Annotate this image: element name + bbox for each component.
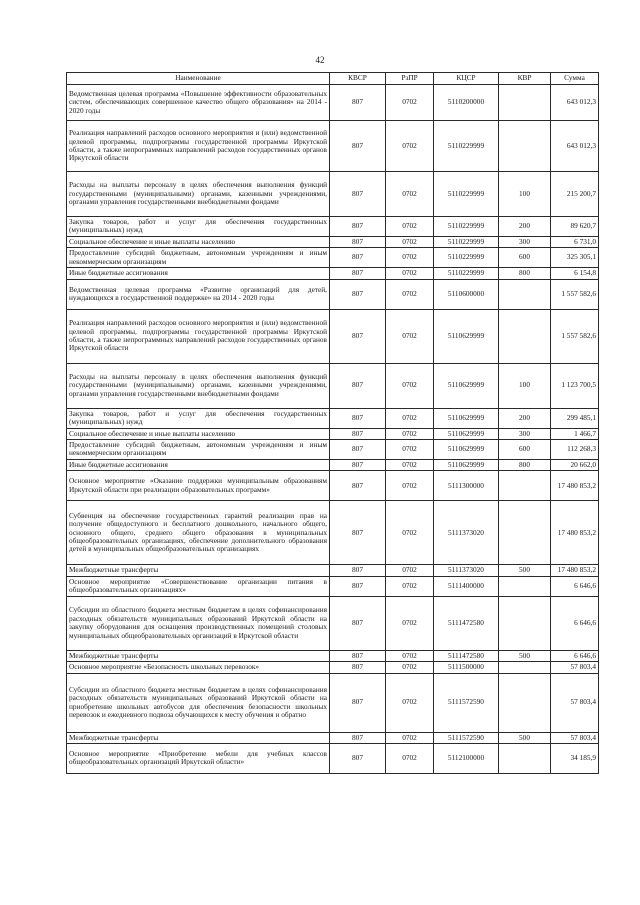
cell-rzpr: 0702 [386,501,434,565]
table-body [67,85,599,774]
cell-rzpr: 0702 [386,428,434,439]
cell-kvr: 300 [499,236,551,247]
cell-name: Основное мероприятие «Совершенствование организации питания в общеобразовательных организациях» [67,576,330,596]
cell-kvsr: 807 [330,408,386,428]
cell-kvsr: 807 [330,236,386,247]
table-row [67,471,599,501]
cell-name: Основное мероприятие «Безопасность школьных перевозок» [67,662,330,673]
cell-name: Закупка товаров, работ и услуг для обеспечения государственных (муниципальных) нужд [67,217,330,237]
cell-name: Социальное обеспечение и иные выплаты населению [67,236,330,247]
table-header [67,73,599,85]
page-number: 42 [315,55,325,65]
cell-rzpr: 0702 [386,471,434,501]
cell-kcsr: 5110229999 [434,217,499,237]
cell-name: Расходы на выплаты персоналу в целях обеспечения выполнения функций государственными (муниципальными) органами, казенными учреждениями, органами управления государственными внебюджетными фондами [67,172,330,217]
cell-name: Предоставление субсидий бюджетным, автономным учреждениям и иным некоммерческим организациям [67,439,330,459]
table-row [67,565,599,576]
header-rzpr: РзПР [386,73,434,85]
header-sum: Сумма [551,73,599,85]
cell-kvr: 500 [499,565,551,576]
cell-kcsr: 5110229999 [434,248,499,268]
cell-kcsr: 5110629999 [434,428,499,439]
cell-sum: 17 480 853,2 [551,501,599,565]
header-kcsr: КЦСР [434,73,499,85]
table-row [67,363,599,408]
cell-rzpr: 0702 [386,85,434,121]
cell-rzpr: 0702 [386,268,434,279]
table-row [67,172,599,217]
cell-name: Ведомственная целевая программа «Повышение эффективности образовательных систем, обеспечивающих совершенное качество общего образования» на 2014 - 2020 годы [67,85,330,121]
cell-sum: 325 305,1 [551,248,599,268]
cell-rzpr: 0702 [386,309,434,363]
cell-sum: 20 662,0 [551,459,599,470]
cell-kvsr: 807 [330,650,386,661]
cell-name: Основное мероприятие «Приобретение мебели для учебных классов общеобразовательных организаций Иркутской области» [67,743,330,773]
cell-kcsr: 5110229999 [434,121,499,172]
cell-sum: 1 466,7 [551,428,599,439]
table-row [67,85,599,121]
header-kvsr: КВСР [330,73,386,85]
cell-sum: 299 485,1 [551,408,599,428]
table-row [67,439,599,459]
table-row [67,662,599,673]
cell-kvsr: 807 [330,172,386,217]
table-row [67,576,599,596]
cell-kcsr: 5110229999 [434,172,499,217]
cell-kcsr: 5111300000 [434,471,499,501]
header-row [67,73,599,85]
cell-name: Межбюджетные трансферты [67,732,330,743]
cell-name: Межбюджетные трансферты [67,650,330,661]
cell-kcsr: 5111373020 [434,565,499,576]
table-row [67,743,599,773]
cell-kvr: 500 [499,732,551,743]
cell-sum: 6 646,6 [551,596,599,650]
cell-name: Расходы на выплаты персоналу в целях обеспечения выполнения функций государственными (муниципальными) органами, казенными учреждениями, органами управления государственными внебюджетными фондами [67,363,330,408]
cell-kvr: 100 [499,172,551,217]
table-row [67,248,599,268]
cell-kcsr: 5111500000 [434,662,499,673]
cell-rzpr: 0702 [386,363,434,408]
cell-name: Реализация направлений расходов основного мероприятия и (или) ведомственной целевой программы, подпрограммы государственной программы Иркутской области, а также непрограммных направлений расходов государственных органов Иркутской области [67,309,330,363]
cell-kvr [499,85,551,121]
table-row [67,268,599,279]
cell-kvr [499,596,551,650]
cell-kvsr: 807 [330,268,386,279]
cell-sum: 6 154,8 [551,268,599,279]
cell-kvsr: 807 [330,248,386,268]
cell-sum: 17 480 853,2 [551,471,599,501]
cell-kvr: 100 [499,363,551,408]
cell-sum: 643 012,3 [551,121,599,172]
cell-name: Социальное обеспечение и иные выплаты населению [67,428,330,439]
cell-kvr [499,673,551,732]
cell-sum: 57 803,4 [551,673,599,732]
cell-rzpr: 0702 [386,650,434,661]
cell-kvr: 300 [499,428,551,439]
cell-sum: 6 646,6 [551,576,599,596]
cell-rzpr: 0702 [386,236,434,247]
cell-kvsr: 807 [330,732,386,743]
cell-kvr [499,743,551,773]
cell-rzpr: 0702 [386,408,434,428]
cell-kvsr: 807 [330,743,386,773]
cell-rzpr: 0702 [386,743,434,773]
cell-kvr: 600 [499,248,551,268]
table-row [67,501,599,565]
cell-sum: 1 557 582,6 [551,279,599,309]
cell-name: Предоставление субсидий бюджетным, автономным учреждениям и иным некоммерческим организациям [67,248,330,268]
cell-rzpr: 0702 [386,172,434,217]
cell-kcsr: 5111572590 [434,732,499,743]
cell-name: Субсидии из областного бюджета местным бюджетам в целях софинансирования расходных обязательств муниципальных образований Иркутской области на приобретение школьных автобусов для обеспечения безопасности школьных перевозок и ежедневного подвоза обучающихся к месту обучения и обратно [67,673,330,732]
header-kvr: КВР [499,73,551,85]
cell-rzpr: 0702 [386,576,434,596]
cell-kcsr: 5111472580 [434,650,499,661]
cell-kvsr: 807 [330,576,386,596]
cell-name: Закупка товаров, работ и услуг для обеспечения государственных (муниципальных) нужд [67,408,330,428]
table-row [67,236,599,247]
cell-rzpr: 0702 [386,662,434,673]
cell-sum: 6 646,6 [551,650,599,661]
cell-name: Реализация направлений расходов основного мероприятия и (или) ведомственной целевой программы, подпрограммы государственной программы Иркутской области, а также непрограммных направлений расходов государственных органов Иркутской области [67,121,330,172]
cell-kvr: 500 [499,650,551,661]
cell-name: Субвенция на обеспечение государственных гарантий реализации прав на получение общедоступного и бесплатного дошкольного, начального общего, основного общего, среднего общего образования в муниципальных общеобразовательных организациях, обеспечение дополнительного образования детей в муниципальных общеобразовательных организациях [67,501,330,565]
cell-kvr: 200 [499,217,551,237]
table-row [67,309,599,363]
cell-kcsr: 5110629999 [434,439,499,459]
cell-sum: 89 620,7 [551,217,599,237]
cell-kcsr: 5111572590 [434,673,499,732]
table-row [67,459,599,470]
cell-sum: 57 803,4 [551,662,599,673]
cell-kvsr: 807 [330,662,386,673]
cell-kcsr: 5110629999 [434,363,499,408]
cell-kvsr: 807 [330,217,386,237]
table-row [67,428,599,439]
cell-rzpr: 0702 [386,439,434,459]
cell-rzpr: 0702 [386,248,434,268]
cell-sum: 215 200,7 [551,172,599,217]
cell-kvr [499,309,551,363]
cell-kvsr: 807 [330,85,386,121]
table-row [67,732,599,743]
cell-kvsr: 807 [330,501,386,565]
cell-kvr: 800 [499,459,551,470]
cell-kcsr: 5111400000 [434,576,499,596]
cell-kvr: 200 [499,408,551,428]
cell-kvsr: 807 [330,428,386,439]
cell-kcsr: 5110229999 [434,236,499,247]
cell-kcsr: 5110600000 [434,279,499,309]
cell-rzpr: 0702 [386,732,434,743]
cell-kvsr: 807 [330,673,386,732]
table-row [67,279,599,309]
cell-kvsr: 807 [330,471,386,501]
table-row [67,596,599,650]
cell-kvsr: 807 [330,121,386,172]
cell-kvsr: 807 [330,309,386,363]
cell-rzpr: 0702 [386,596,434,650]
cell-kvr: 800 [499,268,551,279]
cell-name: Субсидии из областного бюджета местным бюджетам в целях софинансирования расходных обязательств муниципальных образований Иркутской области на закупку оборудования для оснащения производственных помещений столовых муниципальных общеобразовательных организаций в Иркутской области [67,596,330,650]
cell-sum: 34 185,9 [551,743,599,773]
cell-kcsr: 5110200000 [434,85,499,121]
header-name: Наименование [67,73,330,85]
table-row [67,650,599,661]
cell-kvr [499,501,551,565]
cell-kcsr: 5112100000 [434,743,499,773]
cell-kvr [499,279,551,309]
cell-kvr [499,576,551,596]
cell-kvsr: 807 [330,279,386,309]
table-row [67,121,599,172]
cell-sum: 6 731,0 [551,236,599,247]
cell-sum: 57 803,4 [551,732,599,743]
budget-table [66,72,599,774]
cell-kvsr: 807 [330,596,386,650]
cell-kvsr: 807 [330,565,386,576]
cell-kcsr: 5111373020 [434,501,499,565]
cell-rzpr: 0702 [386,565,434,576]
cell-sum: 17 480 853,2 [551,565,599,576]
cell-kcsr: 5111472580 [434,596,499,650]
cell-rzpr: 0702 [386,673,434,732]
cell-sum: 643 012,3 [551,85,599,121]
cell-kcsr: 5110629999 [434,408,499,428]
cell-kcsr: 5110629999 [434,459,499,470]
cell-kcsr: 5110229999 [434,268,499,279]
cell-kcsr: 5110629999 [434,309,499,363]
cell-kvsr: 807 [330,459,386,470]
cell-rzpr: 0702 [386,279,434,309]
cell-kvr [499,662,551,673]
cell-kvr [499,121,551,172]
cell-rzpr: 0702 [386,459,434,470]
cell-sum: 112 268,3 [551,439,599,459]
cell-kvr [499,471,551,501]
table-row [67,217,599,237]
cell-kvr: 600 [499,439,551,459]
cell-name: Иные бюджетные ассигнования [67,459,330,470]
table-row [67,673,599,732]
cell-sum: 1 557 582,6 [551,309,599,363]
cell-rzpr: 0702 [386,121,434,172]
cell-sum: 1 123 700,5 [551,363,599,408]
cell-name: Ведомственная целевая программа «Развитие организаций для детей, нуждающихся в государственной поддержке» на 2014 - 2020 годы [67,279,330,309]
cell-name: Основное мероприятие «Оказание поддержки муниципальным образованиям Иркутской области при реализации образовательных программ» [67,471,330,501]
cell-kvsr: 807 [330,439,386,459]
table-row [67,408,599,428]
cell-rzpr: 0702 [386,217,434,237]
cell-kvsr: 807 [330,363,386,408]
cell-name: Межбюджетные трансферты [67,565,330,576]
cell-name: Иные бюджетные ассигнования [67,268,330,279]
